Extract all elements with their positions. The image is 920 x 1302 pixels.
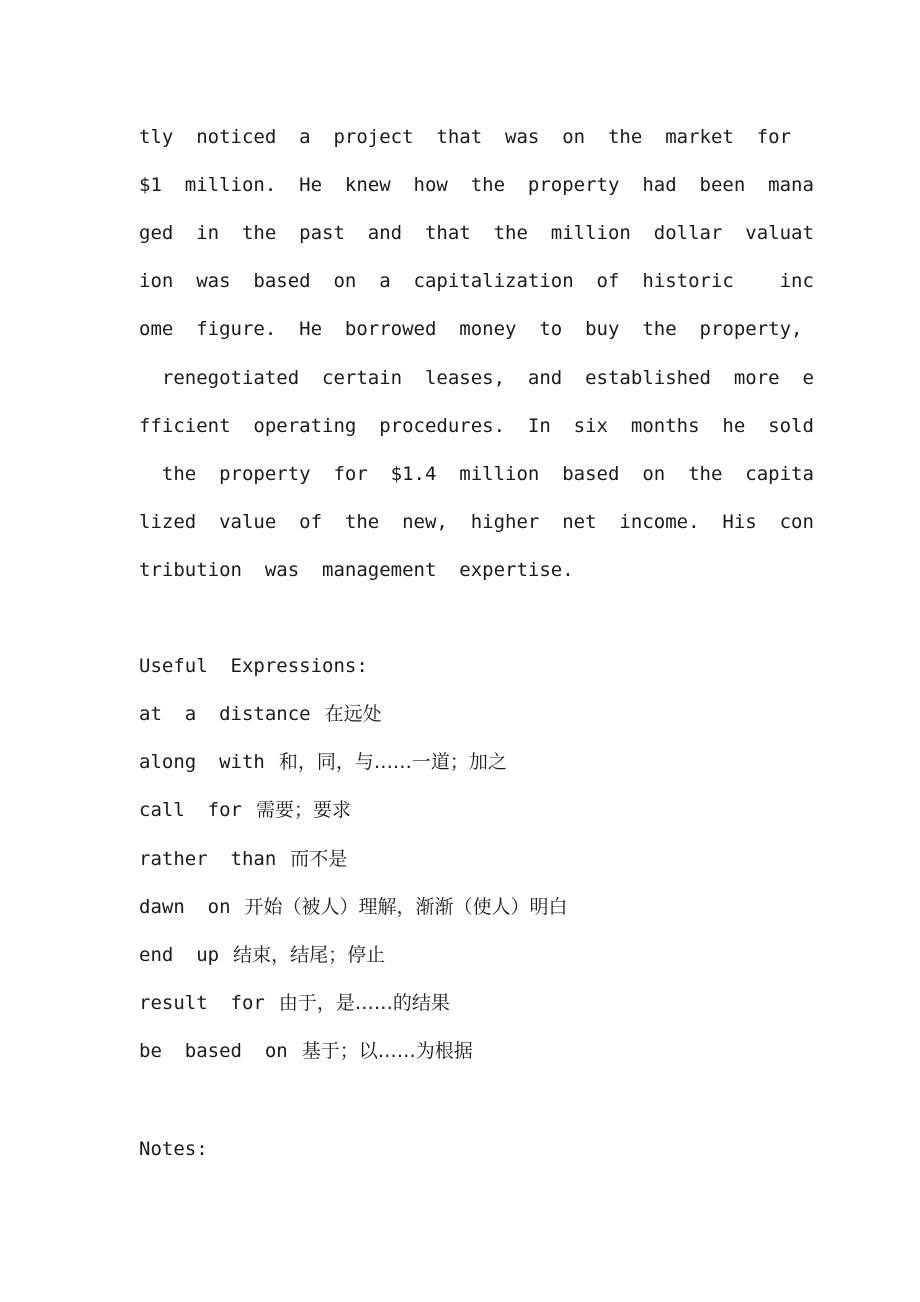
paragraph-line: tly noticed a project that was on the market for xyxy=(139,126,792,148)
paragraph-line: lized value of the new, higher net income. His con xyxy=(139,511,814,533)
expression-chinese: 基于；以……为根据 xyxy=(301,1040,473,1062)
paragraph-line: ome figure. He borrowed money to buy the property, xyxy=(139,318,803,340)
expression-chinese: 结束，结尾；停止 xyxy=(233,944,386,966)
paragraph-line: renegotiated certain leases, and established more e xyxy=(139,367,814,389)
paragraph-line: ion was based on a capitalization of historic inc xyxy=(139,270,814,292)
expression-chinese: 在远处 xyxy=(324,703,382,725)
expression-chinese: 开始（被人）理解，渐渐（使人）明白 xyxy=(244,896,568,918)
expression-item xyxy=(139,747,839,777)
expression-item xyxy=(139,844,839,874)
expression-english: rather than xyxy=(139,848,277,870)
expression-item xyxy=(139,795,839,825)
expression-item xyxy=(139,699,839,729)
expression-chinese: 由于，是……的结果 xyxy=(278,992,450,1014)
paragraph-line: ged in the past and that the million dollar valuat xyxy=(139,222,814,244)
expression-english: call for xyxy=(139,799,242,821)
expression-item xyxy=(139,1036,839,1066)
expression-item xyxy=(139,940,839,970)
expression-english: result for xyxy=(139,992,265,1014)
expression-english: end up xyxy=(139,944,220,966)
paragraph-line: fficient operating procedures. In six months he sold xyxy=(139,415,814,437)
expression-item xyxy=(139,892,839,922)
expression-chinese: 需要；要求 xyxy=(255,799,351,821)
useful-expressions-heading: Useful Expressions: xyxy=(139,655,368,677)
expression-english: be based on xyxy=(139,1040,288,1062)
notes-heading: Notes: xyxy=(139,1138,208,1160)
expression-chinese: 而不是 xyxy=(290,848,348,870)
paragraph-line: the property for $1.4 million based on the capita xyxy=(139,463,814,485)
expression-english: at a distance xyxy=(139,703,311,725)
paragraph-line: tribution was management expertise. xyxy=(139,559,574,581)
expression-chinese: 和，同，与……一道；加之 xyxy=(278,751,507,773)
expression-english: dawn on xyxy=(139,896,231,918)
paragraph-line: $1 million. He knew how the property had been mana xyxy=(139,174,814,196)
expression-english: along with xyxy=(139,751,265,773)
expression-item xyxy=(139,988,839,1018)
